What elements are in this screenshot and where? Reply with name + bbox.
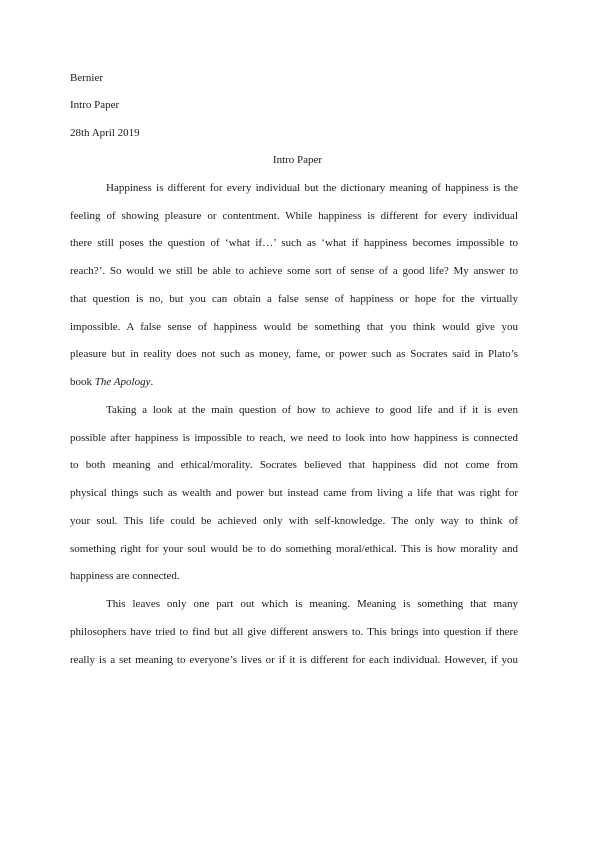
paragraph-line: Taking a look at the main question of how to achieve to good life and if it is even: [106, 404, 518, 416]
paragraph-line: to both meaning and ethical/morality. Socrates believed that happiness did not come from: [70, 459, 518, 471]
paragraph-line: that question is no, but you can obtain a false sense of happiness or hope for the virtually: [70, 293, 518, 305]
paragraph-line: pleasure but in reality does not such as money, fame, or power such as Socrates said in Plato’s: [70, 348, 518, 360]
course-name: Intro Paper: [70, 99, 120, 111]
paragraph-line: there still poses the question of ‘what if…’ such as ‘what if happiness becomes impossible to: [70, 237, 518, 249]
paragraph-line: possible after happiness is impossible to reach, we need to look into how happiness is connected: [70, 432, 518, 444]
paragraph-line: feeling of showing pleasure or contentment. While happiness is different for every individual: [70, 210, 518, 222]
author-name: Bernier: [70, 72, 103, 84]
paragraph-line: something right for your soul would be to do something moral/ethical. This is how morality and: [70, 543, 518, 555]
book-prefix: book: [70, 376, 95, 388]
paragraph-line: [70, 375, 518, 389]
paragraph-line: philosophers have tried to find but all give different answers to. This brings into question if there: [70, 626, 518, 638]
paragraph-line: impossible. A false sense of happiness would be something that you think would give you: [70, 321, 518, 333]
paragraph-line: Happiness is different for every individual but the dictionary meaning of happiness is the: [106, 182, 518, 194]
paragraph-line: This leaves only one part out which is meaning. Meaning is something that many: [106, 598, 518, 610]
paper-date: 28th April 2019: [70, 127, 140, 139]
paragraph-line: reach?’. So would we still be able to achieve some sort of sense of a good life? My answer to: [70, 265, 518, 277]
paragraph-line: really is a set meaning to everyone’s lives or if it is different for each individual. However, if you: [70, 654, 518, 666]
book-title: The Apology: [94, 376, 151, 388]
book-suffix: .: [150, 376, 154, 388]
paper-title: Intro Paper: [272, 154, 323, 166]
paragraph-line: your soul. This life could be achieved only with self-knowledge. The only way to think of: [70, 515, 518, 527]
paragraph-line: happiness are connected.: [70, 570, 180, 582]
paragraph-line: physical things such as wealth and power but instead came from living a life that was right for: [70, 487, 518, 499]
